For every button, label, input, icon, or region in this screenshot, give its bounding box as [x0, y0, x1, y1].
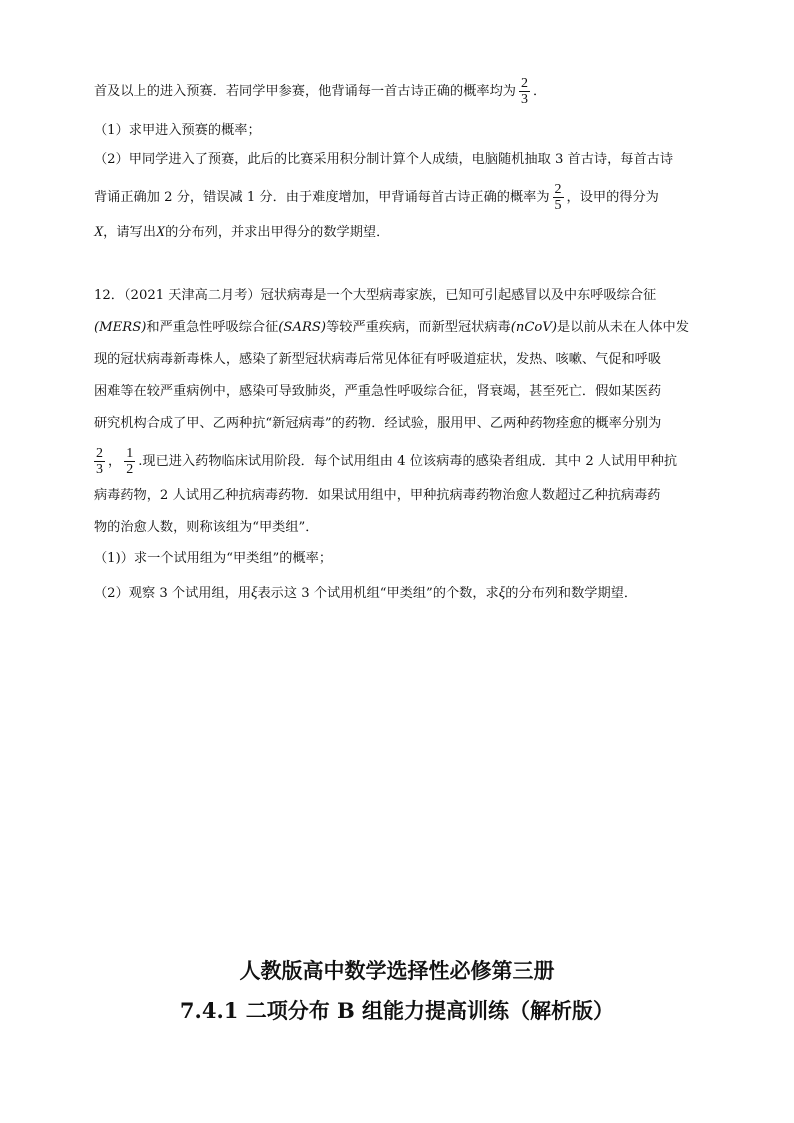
p11-q2-line-3-mid: ，请写出 — [103, 225, 156, 240]
p12-line-2 — [94, 318, 689, 338]
p11-q2-line-3-end: 的分布列，并求出甲得分的数学期望． — [165, 225, 390, 240]
section-subtitle: 7.4.1 二项分布 B 组能力提高训练（解析版） — [179, 998, 615, 1023]
variable-xi: ξ — [251, 585, 258, 601]
p12-line-3: 现的冠状病毒新毒株人，感染了新型冠状病毒后常见体征有呼吸道症状，发热、咳嗽、气促和呼吸 — [94, 352, 662, 367]
variable-x: X — [155, 224, 166, 240]
p12-line-4: 困难等在较严重病例中，感染可导致肺炎，严重急性呼吸综合征，肾衰竭，甚至死亡．假如某医药 — [94, 384, 662, 399]
p12-line-6 — [94, 446, 677, 477]
p12-question-2 — [94, 583, 637, 604]
fraction-numerator: 2 — [96, 446, 103, 461]
abbr-sars: (SARS) — [278, 320, 327, 335]
p12-question-1: （1)）求一个试用组为“甲类组”的概率； — [94, 551, 333, 566]
p12-line-6-text: .现已进入药物临床试用阶段．每个试用组由 4 位该病毒的感染者组成．其中 2 人试用甲种抗 — [138, 454, 678, 469]
p12-line-2-a: 和严重急性呼吸综合征 — [146, 320, 279, 335]
p11-question-2-line-1: （2）甲同学进入了预赛，此后的比赛采用积分制计算个人成绩，电脑随机抽取 3 首古诗，每首古诗 — [94, 152, 674, 167]
p12-line-8: 物的治愈人数，则称该组为“甲类组”． — [94, 520, 319, 535]
p11-question-1: （1）求甲进入预赛的概率； — [94, 123, 261, 138]
fraction-numerator: 2 — [521, 76, 528, 91]
fraction-numerator: 2 — [554, 182, 562, 197]
p11-line-1-text: 首及以上的进入预赛．若同学甲参赛，他背诵每一首古诗正确的概率均为 — [94, 84, 516, 99]
fraction-denominator: 2 — [126, 462, 134, 477]
abbr-ncov: (nCoV) — [510, 320, 558, 335]
p12-line-2-c: 是以前从未在人体中发 — [557, 320, 689, 335]
abbr-mers: (MERS) — [94, 320, 147, 335]
p12-q2-a: （2）观察 3 个试用组，用 — [94, 586, 252, 601]
variable-xi: ξ — [498, 585, 506, 601]
fraction-denominator: 5 — [554, 198, 562, 213]
p12-q2-b: 表示这 3 个试用机组“甲类组”的个数，求 — [257, 586, 499, 601]
fraction-1-2 — [124, 446, 135, 477]
fraction-numerator: 1 — [126, 446, 134, 461]
variable-x: X — [94, 224, 104, 240]
p12-line-5: 研究机构合成了甲、乙两种抗“新冠病毒”的药物．经试验，服用甲、乙两种药物痊愈的概率分别为 — [94, 416, 662, 431]
p12-line-7: 病毒药物，2 人试用乙种抗病毒药物．如果试用组中，甲种抗病毒药物治愈人数超过乙种抗病毒药 — [94, 488, 661, 503]
fraction-2-3 — [94, 446, 105, 477]
p11-line-1 — [94, 76, 546, 107]
p11-question-2-line-2 — [94, 182, 659, 213]
p12-line-1: 12．（2021 天津高二月考）冠状病毒是一个大型病毒家族，已知可引起感冒以及中东呼吸综合征 — [94, 288, 657, 303]
fraction-2-5 — [553, 182, 564, 213]
p12-q2-c: 的分布列和数学期望． — [505, 586, 638, 601]
fraction-denominator: 3 — [521, 92, 528, 107]
fraction-denominator: 3 — [96, 462, 103, 477]
p12-line-6-sep: ， — [108, 454, 122, 469]
fraction-2-3 — [519, 76, 530, 107]
p11-q2-line-2-end: ，设甲的得分为 — [566, 190, 659, 205]
p11-question-2-line-3 — [94, 222, 389, 243]
p11-line-1-end: ． — [533, 84, 547, 99]
section-title: 人教版高中数学选择性必修第三册 — [239, 958, 555, 983]
p11-q2-line-2-text: 背诵正确加 2 分，错误减 1 分．由于难度增加，甲背诵每首古诗正确的概率为 — [94, 190, 550, 205]
p12-line-2-b: 等较严重疾病，而新型冠状病毒 — [326, 320, 511, 335]
